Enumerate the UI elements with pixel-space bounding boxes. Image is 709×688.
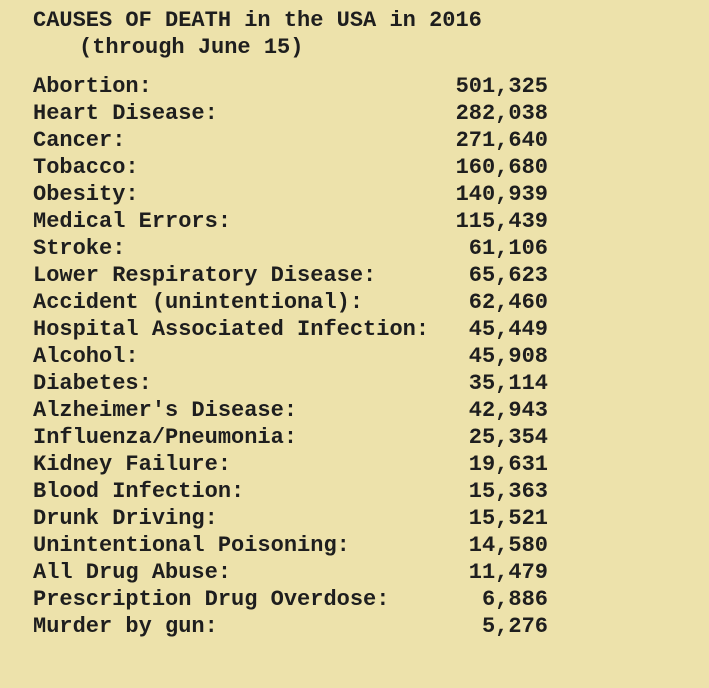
table-row bbox=[33, 478, 548, 505]
cause-label: Prescription Drug Overdose: bbox=[33, 587, 390, 612]
death-count: 6,886 bbox=[481, 587, 548, 612]
cause-label: Cancer: bbox=[33, 128, 126, 153]
death-count: 25,354 bbox=[468, 425, 548, 450]
death-count: 65,623 bbox=[468, 263, 548, 288]
cause-label: Accident (unintentional): bbox=[33, 290, 364, 315]
death-count: 15,363 bbox=[468, 479, 548, 504]
death-count: 61,106 bbox=[468, 236, 548, 261]
table-row bbox=[33, 343, 548, 370]
cause-label: Medical Errors: bbox=[33, 209, 232, 234]
table-row bbox=[33, 505, 548, 532]
table-row bbox=[33, 559, 548, 586]
table-row bbox=[33, 316, 548, 343]
title-line2: (through June 15) bbox=[79, 35, 304, 60]
cause-label: Stroke: bbox=[33, 236, 126, 261]
page-title bbox=[33, 7, 548, 61]
cause-label: Drunk Driving: bbox=[33, 506, 218, 531]
death-count: 14,580 bbox=[468, 533, 548, 558]
table-row bbox=[33, 127, 548, 154]
table-row bbox=[33, 289, 548, 316]
death-count: 140,939 bbox=[455, 182, 548, 207]
death-count: 45,908 bbox=[468, 344, 548, 369]
death-count: 282,038 bbox=[455, 101, 548, 126]
table-row bbox=[33, 235, 548, 262]
title-line1: CAUSES OF DEATH in the USA in 2016 bbox=[33, 8, 482, 33]
table-row bbox=[33, 154, 548, 181]
death-count: 271,640 bbox=[455, 128, 548, 153]
table-row bbox=[33, 451, 548, 478]
table-row bbox=[33, 424, 548, 451]
cause-label: Alzheimer's Disease: bbox=[33, 398, 298, 423]
table-row bbox=[33, 181, 548, 208]
table-row bbox=[33, 100, 548, 127]
cause-label: Lower Respiratory Disease: bbox=[33, 263, 377, 288]
cause-label: Heart Disease: bbox=[33, 101, 218, 126]
death-count: 160,680 bbox=[455, 155, 548, 180]
cause-label: Diabetes: bbox=[33, 371, 152, 396]
death-count: 11,479 bbox=[468, 560, 548, 585]
cause-label: Kidney Failure: bbox=[33, 452, 232, 477]
table-row bbox=[33, 370, 548, 397]
cause-label: Murder by gun: bbox=[33, 614, 218, 639]
cause-label: Unintentional Poisoning: bbox=[33, 533, 350, 558]
table-row bbox=[33, 586, 548, 613]
table-row bbox=[33, 613, 548, 640]
death-count: 501,325 bbox=[455, 74, 548, 99]
cause-label: All Drug Abuse: bbox=[33, 560, 232, 585]
table-row bbox=[33, 262, 548, 289]
cause-label: Influenza/Pneumonia: bbox=[33, 425, 298, 450]
cause-label: Alcohol: bbox=[33, 344, 139, 369]
death-count: 5,276 bbox=[481, 614, 548, 639]
death-count: 45,449 bbox=[468, 317, 548, 342]
death-count: 62,460 bbox=[468, 290, 548, 315]
death-count: 115,439 bbox=[455, 209, 548, 234]
causes-table bbox=[33, 73, 548, 640]
cause-label: Obesity: bbox=[33, 182, 139, 207]
table-row bbox=[33, 208, 548, 235]
death-count: 19,631 bbox=[468, 452, 548, 477]
table-row bbox=[33, 73, 548, 100]
table-row bbox=[33, 532, 548, 559]
cause-label: Blood Infection: bbox=[33, 479, 245, 504]
cause-label: Tobacco: bbox=[33, 155, 139, 180]
table-row bbox=[33, 397, 548, 424]
death-count: 15,521 bbox=[468, 506, 548, 531]
death-count: 42,943 bbox=[468, 398, 548, 423]
cause-label: Abortion: bbox=[33, 74, 152, 99]
death-count: 35,114 bbox=[468, 371, 548, 396]
cause-label: Hospital Associated Infection: bbox=[33, 317, 430, 342]
